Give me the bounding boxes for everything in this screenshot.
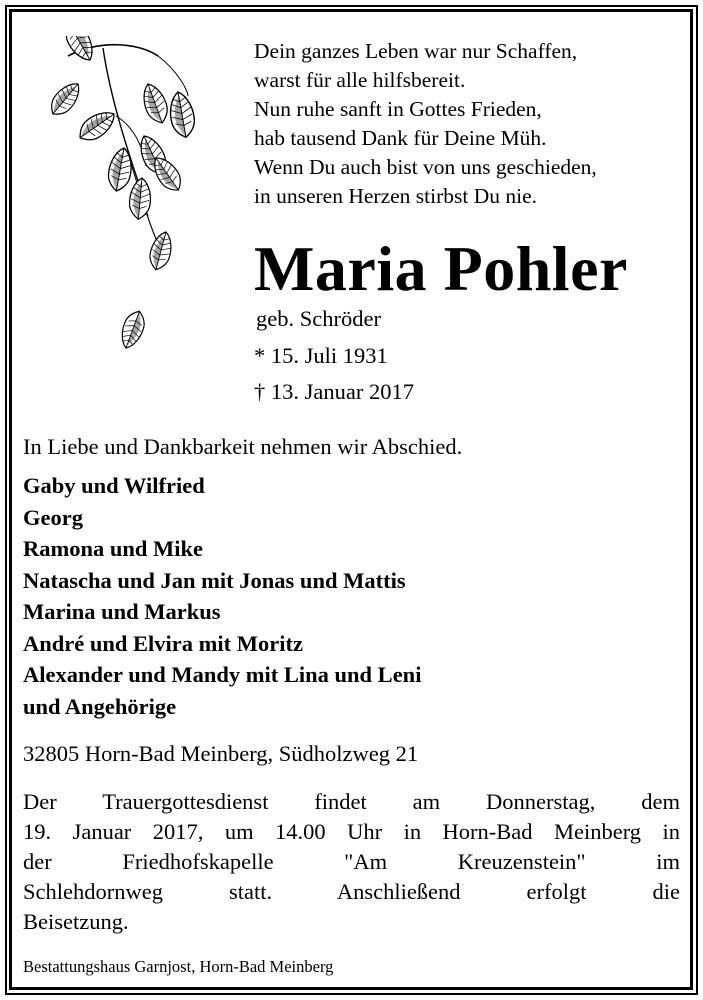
service-line: 19. Januar 2017, um 14.00 Uhr in Horn-Bad Meinberg in <box>23 819 680 844</box>
service-announcement <box>23 787 680 937</box>
poem <box>254 37 597 211</box>
poem-line: Dein ganzes Leben war nur Schaffen, <box>254 39 578 63</box>
mourners-list <box>23 470 421 722</box>
birth-date: * 15. Juli 1931 <box>254 343 388 368</box>
birch-branch-icon <box>28 36 218 416</box>
poem-line: hab tausend Dank für Deine Müh. <box>254 126 547 150</box>
service-line: Der Trauergottesdienst findet am Donnerstag, dem <box>23 789 680 814</box>
mourner-entry: Natascha und Jan mit Jonas und Mattis <box>23 567 406 593</box>
poem-line: warst für alle hilfsbereit. <box>254 68 466 92</box>
mourner-entry: Georg <box>23 504 83 530</box>
mourner-entry: Alexander und Mandy mit Lina und Leni <box>23 662 422 687</box>
mourner-entry: Marina und Markus <box>23 599 221 624</box>
poem-line: Wenn Du auch bist von uns geschieden, <box>254 155 597 179</box>
deceased-name: Maria Pohler <box>254 233 628 304</box>
death-date: † 13. Januar 2017 <box>254 379 414 404</box>
mourner-entry: Ramona und Mike <box>23 536 204 561</box>
funeral-home: Bestattungshaus Garnjost, Horn-Bad Meinberg <box>23 957 334 976</box>
mourner-entry: und Angehörige <box>23 693 177 719</box>
service-line: der Friedhofskapelle "Am Kreuzenstein" im <box>23 849 680 874</box>
poem-line: in unseren Herzen stirbst Du nie. <box>254 184 538 208</box>
poem-line: Nun ruhe sanft in Gottes Frieden, <box>254 97 542 121</box>
service-line: Schlehdornweg statt. Anschließend erfolgt die <box>23 879 680 904</box>
birth-name: geb. Schröder <box>256 306 381 331</box>
mourner-entry: André und Elvira mit Moritz <box>23 630 303 656</box>
farewell-text: In Liebe und Dankbarkeit nehmen wir Abschied. <box>23 434 463 459</box>
service-line: Beisetzung. <box>23 909 129 934</box>
mourner-entry: Gaby und Wilfried <box>23 473 205 498</box>
address: 32805 Horn-Bad Meinberg, Südholzweg 21 <box>23 741 419 766</box>
